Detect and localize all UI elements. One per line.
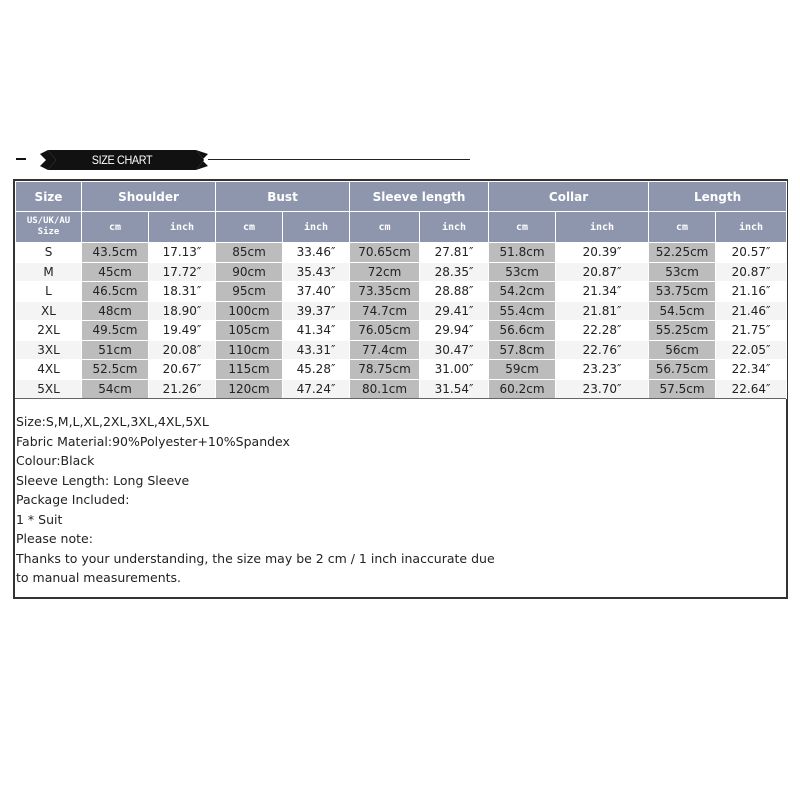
header-collar: Collar: [489, 182, 649, 212]
cell-sleeve-in: 31.00″: [420, 360, 489, 380]
cell-collar-in: 23.23″: [556, 360, 649, 380]
cell-bust-in: 47.24″: [283, 379, 350, 399]
unit-inch: inch: [716, 212, 787, 243]
cell-bust-cm: 110cm: [216, 340, 283, 360]
cell-sleeve-in: 28.35″: [420, 262, 489, 282]
note-line: Fabric Material:90%Polyester+10%Spandex: [16, 433, 290, 449]
cell-length-cm: 53cm: [649, 262, 716, 282]
header-bust: Bust: [216, 182, 350, 212]
table-row: [16, 262, 787, 282]
cell-collar-cm: 51.8cm: [489, 243, 556, 263]
cell-shoulder-cm: 52.5cm: [82, 360, 149, 380]
cell-length-in: 20.87″: [716, 262, 787, 282]
cell-sleeve-cm: 74.7cm: [350, 301, 420, 321]
cell-shoulder-in: 21.26″: [149, 379, 216, 399]
size-subheader: US/UK/AU Size: [16, 212, 82, 243]
unit-cm: cm: [489, 212, 556, 243]
cell-length-cm: 56.75cm: [649, 360, 716, 380]
note-line: Size:S,M,L,XL,2XL,3XL,4XL,5XL: [16, 414, 209, 429]
note-line: Colour:Black: [16, 453, 95, 468]
cell-length-cm: 54.5cm: [649, 301, 716, 321]
cell-shoulder-in: 20.08″: [149, 340, 216, 360]
cell-size: 4XL: [16, 360, 82, 380]
cell-collar-in: 20.39″: [556, 243, 649, 263]
cell-shoulder-in: 18.90″: [149, 301, 216, 321]
cell-sleeve-cm: 76.05cm: [350, 321, 420, 341]
cell-bust-in: 45.28″: [283, 360, 350, 380]
cell-sleeve-cm: 78.75cm: [350, 360, 420, 380]
unit-cm: cm: [350, 212, 420, 243]
cell-collar-cm: 55.4cm: [489, 301, 556, 321]
cell-bust-in: 41.34″: [283, 321, 350, 341]
cell-size: 2XL: [16, 321, 82, 341]
cell-shoulder-cm: 54cm: [82, 379, 149, 399]
table-row: [16, 340, 787, 360]
cell-collar-in: 21.81″: [556, 301, 649, 321]
cell-size: L: [16, 282, 82, 302]
cell-bust-cm: 90cm: [216, 262, 283, 282]
note-line: Sleeve Length: Long Sleeve: [16, 472, 190, 488]
cell-size: M: [16, 262, 82, 282]
header-length: Length: [649, 182, 787, 212]
table-row: [16, 321, 787, 341]
cell-bust-cm: 95cm: [216, 282, 283, 302]
cell-collar-in: 21.34″: [556, 282, 649, 302]
cell-size: XL: [16, 301, 82, 321]
cell-collar-cm: 57.8cm: [489, 340, 556, 360]
table-row: [16, 243, 787, 263]
unit-inch: inch: [556, 212, 649, 243]
cell-bust-cm: 85cm: [216, 243, 283, 263]
cell-collar-cm: 56.6cm: [489, 321, 556, 341]
note-line: Package Included:: [16, 492, 130, 507]
cell-size: 5XL: [16, 379, 82, 399]
cell-sleeve-cm: 77.4cm: [350, 340, 420, 360]
cell-length-in: 21.75″: [716, 321, 787, 341]
cell-bust-cm: 115cm: [216, 360, 283, 380]
cell-length-cm: 57.5cm: [649, 379, 716, 399]
note-line: Thanks to your understanding, the size may be 2 cm / 1 inch inaccurate due: [16, 550, 495, 566]
cell-shoulder-cm: 48cm: [82, 301, 149, 321]
cell-shoulder-cm: 46.5cm: [82, 282, 149, 302]
group-header-row: [16, 182, 787, 212]
cell-sleeve-cm: 80.1cm: [350, 379, 420, 399]
note-line: Please note:: [16, 531, 93, 546]
cell-shoulder-in: 18.31″: [149, 282, 216, 302]
cell-collar-cm: 53cm: [489, 262, 556, 282]
size-chart-title-bar: [16, 146, 460, 174]
cell-bust-in: 37.40″: [283, 282, 350, 302]
cell-sleeve-in: 27.81″: [420, 243, 489, 263]
header-size: Size: [16, 182, 82, 212]
cell-collar-in: 22.76″: [556, 340, 649, 360]
cell-length-in: 21.16″: [716, 282, 787, 302]
cell-bust-in: 35.43″: [283, 262, 350, 282]
table-row: [16, 360, 787, 380]
cell-shoulder-in: 17.13″: [149, 243, 216, 263]
note-line: to manual measurements.: [16, 570, 182, 585]
table-row: [16, 282, 787, 302]
size-table: [15, 181, 787, 399]
cell-shoulder-in: 20.67″: [149, 360, 216, 380]
size-chart-title: SIZE CHART: [91, 153, 153, 167]
cell-bust-in: 43.31″: [283, 340, 350, 360]
header-sleeve-length: Sleeve length: [350, 182, 489, 212]
cell-shoulder-cm: 51cm: [82, 340, 149, 360]
cell-sleeve-in: 31.54″: [420, 379, 489, 399]
cell-shoulder-cm: 45cm: [82, 262, 149, 282]
table-notes-divider: [15, 398, 786, 399]
unit-inch: inch: [149, 212, 216, 243]
product-notes: [16, 412, 776, 588]
cell-length-cm: 53.75cm: [649, 282, 716, 302]
cell-collar-cm: 60.2cm: [489, 379, 556, 399]
cell-length-cm: 52.25cm: [649, 243, 716, 263]
cell-collar-in: 22.28″: [556, 321, 649, 341]
cell-sleeve-cm: 70.65cm: [350, 243, 420, 263]
cell-length-in: 21.46″: [716, 301, 787, 321]
note-line: 1 * Suit: [16, 511, 63, 527]
cell-length-cm: 55.25cm: [649, 321, 716, 341]
title-left-dash: [16, 158, 26, 160]
cell-bust-cm: 100cm: [216, 301, 283, 321]
cell-shoulder-cm: 43.5cm: [82, 243, 149, 263]
table-row: [16, 379, 787, 399]
cell-shoulder-cm: 49.5cm: [82, 321, 149, 341]
cell-sleeve-in: 28.88″: [420, 282, 489, 302]
unit-header-row: [16, 212, 787, 243]
cell-sleeve-cm: 72cm: [350, 262, 420, 282]
cell-size: 3XL: [16, 340, 82, 360]
cell-collar-in: 23.70″: [556, 379, 649, 399]
cell-sleeve-in: 30.47″: [420, 340, 489, 360]
cell-bust-cm: 105cm: [216, 321, 283, 341]
unit-cm: cm: [216, 212, 283, 243]
cell-bust-cm: 120cm: [216, 379, 283, 399]
table-row: [16, 301, 787, 321]
cell-collar-cm: 54.2cm: [489, 282, 556, 302]
cell-sleeve-in: 29.94″: [420, 321, 489, 341]
cell-sleeve-cm: 73.35cm: [350, 282, 420, 302]
cell-size: S: [16, 243, 82, 263]
cell-length-in: 22.05″: [716, 340, 787, 360]
cell-sleeve-in: 29.41″: [420, 301, 489, 321]
cell-length-in: 20.57″: [716, 243, 787, 263]
cell-length-in: 22.64″: [716, 379, 787, 399]
unit-inch: inch: [420, 212, 489, 243]
unit-cm: cm: [649, 212, 716, 243]
cell-shoulder-in: 17.72″: [149, 262, 216, 282]
header-shoulder: Shoulder: [82, 182, 216, 212]
cell-length-in: 22.34″: [716, 360, 787, 380]
cell-bust-in: 39.37″: [283, 301, 350, 321]
title-right-line: [208, 159, 470, 160]
unit-inch: inch: [283, 212, 350, 243]
unit-cm: cm: [82, 212, 149, 243]
cell-shoulder-in: 19.49″: [149, 321, 216, 341]
cell-collar-in: 20.87″: [556, 262, 649, 282]
cell-bust-in: 33.46″: [283, 243, 350, 263]
cell-length-cm: 56cm: [649, 340, 716, 360]
cell-collar-cm: 59cm: [489, 360, 556, 380]
